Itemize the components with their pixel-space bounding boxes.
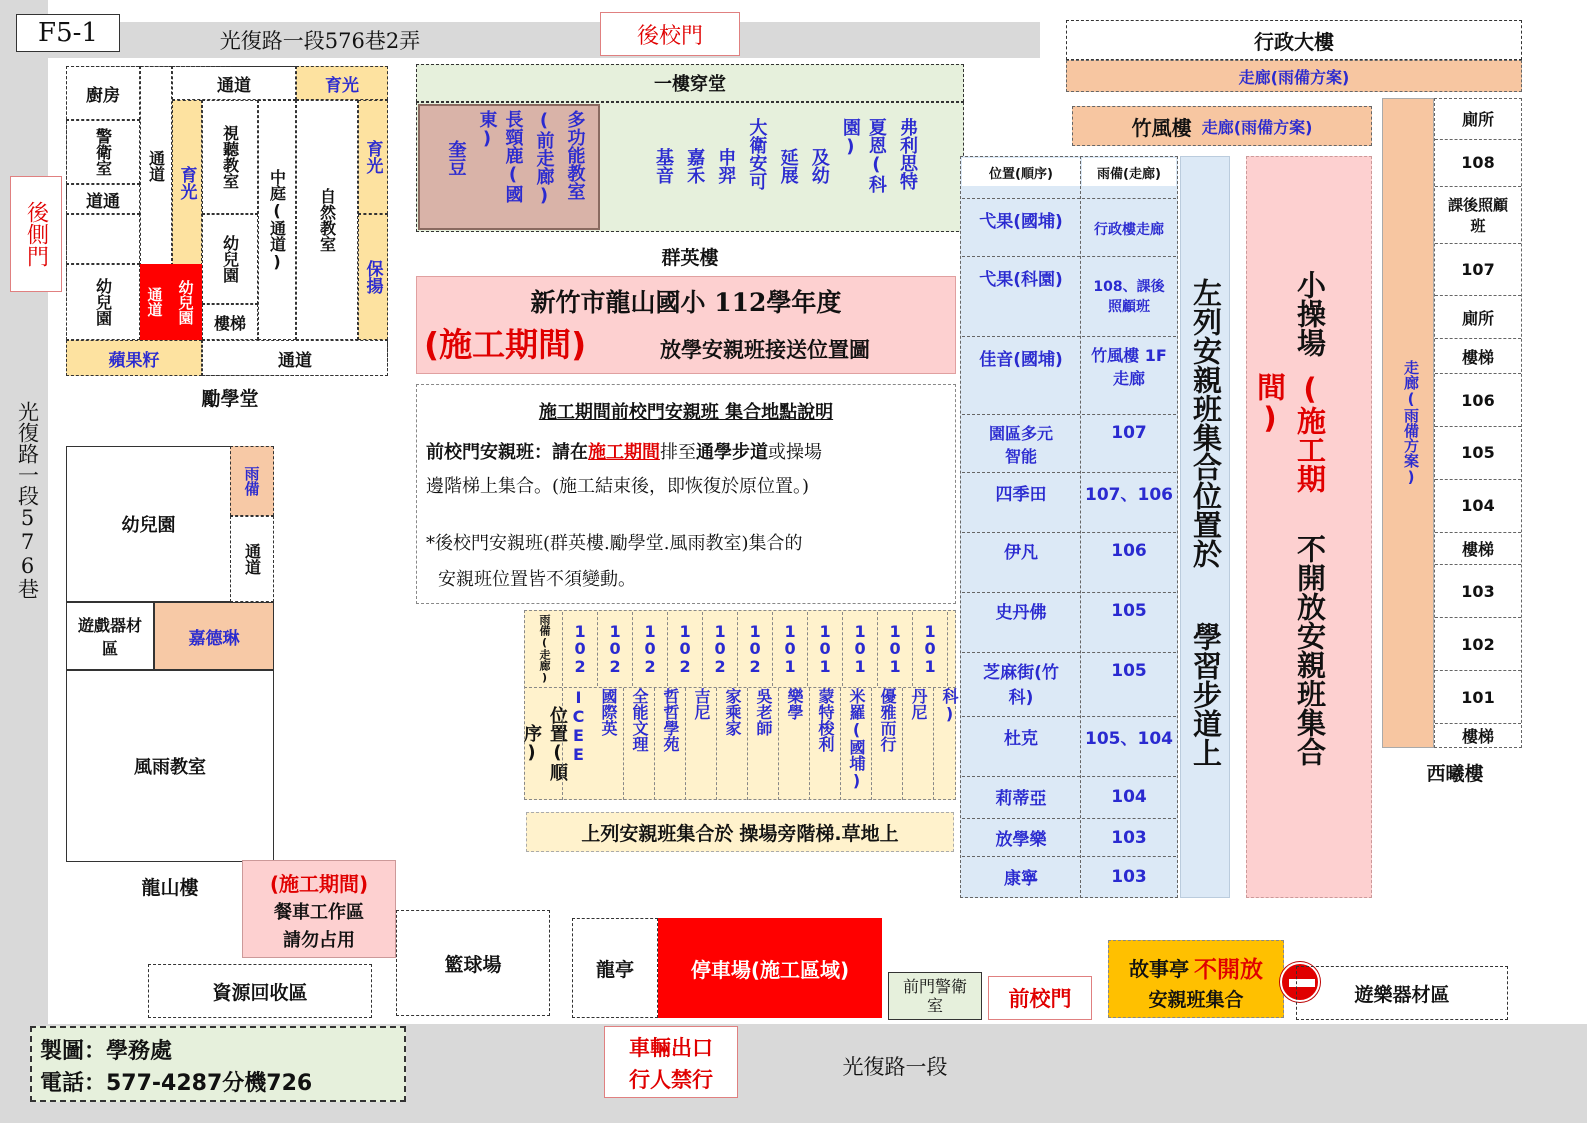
title-highlight: (施工期間): [424, 325, 587, 364]
hall-class: 基音: [653, 148, 674, 184]
learning-path-note-a: 左列安親班集合位置於: [1189, 278, 1223, 568]
story-line2: 安親班集合: [1148, 988, 1244, 1011]
notice-heading: 施工期間前校門安親班 集合地點說明: [538, 402, 834, 423]
recycling-area: 資源回收區: [148, 964, 372, 1018]
yuguang-left: 育光: [172, 100, 202, 266]
xixi-room: 107: [1435, 244, 1521, 297]
jiadelin: 嘉德琳: [154, 602, 274, 670]
xixi-rooms: [1434, 98, 1522, 748]
xixi-room: 105: [1435, 427, 1521, 480]
xixi-room: 103: [1435, 565, 1521, 618]
red-kinder: 幼兒園: [170, 264, 202, 340]
parking-lot: 停車場(施工區域): [658, 918, 882, 1018]
blank-cell: [66, 214, 140, 264]
credits-maker: 製圖：學務處: [40, 1039, 173, 1064]
right-row-rain: 竹風樓 1F 走廊: [1082, 336, 1176, 394]
right-row-name: 弋果(國埔): [962, 198, 1080, 240]
right-row-rain: 104: [1082, 776, 1176, 816]
science-room: 自然教室: [296, 100, 358, 340]
story-a: 故事亭: [1128, 956, 1189, 981]
story-line1: [1110, 952, 1282, 982]
bottom-rain-header: 雨備(走廊): [538, 614, 551, 684]
right-row-rain: 108、課後照顧班: [1082, 256, 1176, 334]
room-cell: 101: [772, 612, 807, 686]
yuguang-right: 育光: [358, 100, 388, 214]
right-row-name: 伊凡: [962, 532, 1080, 568]
right-row-name: 佳音(國埔): [962, 336, 1080, 378]
passage-v: 通道: [140, 66, 172, 266]
notice-p1-highlight: 施工期間: [588, 442, 660, 463]
room-cell: 101: [877, 612, 912, 686]
story-b: 不開放: [1194, 956, 1264, 983]
xixi-room: 樓梯: [1461, 726, 1494, 746]
guard-room-front: 前門警衛室: [888, 972, 982, 1020]
xixi-room: 樓梯: [1435, 533, 1521, 566]
class-cell: 哲哲學苑: [654, 688, 685, 800]
wind-rain-room: 風雨教室: [66, 670, 274, 862]
class-cell: 科): [933, 688, 994, 800]
kitchen: 廚房: [66, 66, 140, 120]
zhufeng-building: [1072, 106, 1372, 146]
xixi-room: 課後照顧班: [1435, 187, 1521, 244]
class-cell: 吉尼: [685, 688, 716, 800]
right-row-name: 杜克: [962, 716, 1080, 756]
notice-p1-line2: 邊階梯上集合。(施工結束後，即恢復於原位置。): [426, 476, 810, 497]
road-left-label: 光復路一段576巷: [15, 401, 40, 599]
road-bottom-label: 光復路一段: [842, 1055, 948, 1079]
zhufeng-corridor: 走廊(雨備方案): [1201, 117, 1313, 137]
play-equipment: 遊戲器材區: [66, 602, 154, 670]
youeryuan-mid: 幼兒園: [202, 214, 258, 304]
playground-c: 不開放安親班集合: [1293, 534, 1327, 766]
class-cell: 家乘家: [716, 688, 747, 800]
xixi-room: 樓梯: [1435, 339, 1521, 374]
kinder-lower: 幼兒園: [66, 446, 230, 602]
room-cell: 102: [702, 612, 737, 686]
hall-class: 多功能教室: [564, 110, 586, 200]
hall-class: 及幼: [808, 148, 830, 184]
stairs: 樓梯: [202, 304, 258, 340]
xixi-room: 104: [1435, 480, 1521, 533]
right-row-rain: 107、106: [1082, 472, 1176, 512]
room-cell: 101: [807, 612, 842, 686]
class-cell: 米羅(國埔): [840, 688, 871, 800]
hall-class: 長頸鹿(國東): [476, 110, 524, 203]
class-cell: 樂學: [778, 688, 809, 800]
notice-p1-c: 或操場: [768, 442, 822, 463]
admin-corridor: 走廊(雨備方案): [1066, 60, 1522, 92]
rain-cell: 雨備: [230, 446, 274, 516]
right-rows: [960, 198, 1178, 898]
right-col1-header: 位置(順序): [962, 158, 1080, 186]
class-cell: 全能文理: [623, 688, 654, 800]
hall-class: 延展: [777, 148, 799, 184]
room-cell: 102: [632, 612, 667, 686]
xixi-room: 廁所: [1435, 296, 1521, 339]
bottom-rooms: [562, 612, 956, 686]
right-row-rain: 103: [1082, 818, 1176, 856]
side-back-gate: 後側門: [10, 176, 62, 292]
right-row-rain: 105、104: [1082, 716, 1176, 756]
class-cell: 國際英ICEE: [562, 688, 623, 800]
xixi-label: 西曦樓: [1426, 762, 1484, 785]
av-room: 視聽教室: [202, 100, 258, 214]
no-pedestrians-label: 行人禁行: [629, 1068, 713, 1092]
admin-building: 行政大樓: [1066, 20, 1522, 60]
class-cell: 蒙特梭利: [809, 688, 840, 800]
hall-left-group: [440, 110, 590, 228]
basketball-court: 籃球場: [396, 910, 550, 1016]
right-row-rain: 106: [1082, 532, 1176, 568]
first-floor-hall: 一樓穿堂: [416, 64, 964, 102]
vehicle-exit-label: 車輛出口: [629, 1036, 713, 1060]
xixi-room: 廁所: [1435, 99, 1521, 140]
right-row-name: 放學樂: [962, 818, 1080, 856]
right-row-rain: 行政樓走廊: [1082, 198, 1176, 258]
qunying-label: 群英樓: [661, 246, 719, 269]
title-line1: 新竹市龍山國小 112學年度: [530, 288, 842, 317]
zhufeng-name: 竹風樓: [1131, 115, 1192, 140]
meal-no-occupy: 請勿占用: [283, 930, 355, 951]
class-cell: 吳老師: [747, 688, 778, 800]
right-row-name: 史丹佛: [962, 592, 1080, 628]
class-cell: 優雅而行: [871, 688, 902, 800]
room-cell: 102: [667, 612, 702, 686]
room-cell: 101: [842, 612, 877, 686]
front-gate: 前校門: [988, 976, 1092, 1020]
right-row-name: 園區多元智能: [962, 414, 1080, 472]
hall-class: 大衛安可: [746, 118, 768, 190]
right-row-name: 康寧: [962, 856, 1080, 896]
red-passage: 通道: [140, 264, 170, 340]
passage-lower: 通道: [230, 516, 274, 602]
credits-phone: 電話：577-4287分機726: [40, 1071, 313, 1096]
right-row-name: 芝麻街(竹科): [962, 652, 1080, 712]
playground-a: 小操場: [1293, 270, 1327, 357]
xixi-room: 108: [1435, 140, 1521, 187]
notice-p2: [426, 526, 954, 598]
meal-construction: (施工期間): [269, 871, 369, 896]
kinder-a: 幼兒園: [66, 264, 140, 340]
notice-p1-a: 前校門安親班：請在: [426, 442, 588, 463]
notice-p1-bold: 通學步道: [696, 442, 768, 463]
class-cell: 丹尼: [902, 688, 933, 800]
right-col2-header: 雨備(走廊): [1082, 158, 1176, 186]
passage-bottom: 通道: [202, 340, 388, 376]
hall-class: 弗利思特: [896, 118, 918, 190]
playground-b: (施工期間): [1253, 372, 1327, 493]
hall-class: 奎豆: [445, 140, 467, 176]
xixi-room: 106: [1435, 374, 1521, 427]
play-equipment-right: 遊樂器材區: [1296, 966, 1508, 1020]
note-a: 上列安親班集合於: [581, 822, 734, 845]
learning-path-note-b: 學習步道上: [1189, 622, 1223, 767]
back-gate: 後校門: [600, 12, 740, 56]
room-cell: 102: [737, 612, 772, 686]
note-b: 操場旁階梯.草地上: [739, 822, 899, 845]
notice-p1-b: 排至: [660, 442, 696, 463]
right-row-rain: 103: [1082, 856, 1176, 896]
passage-top: 通道: [172, 66, 296, 100]
guard-room: 警衛室: [66, 120, 140, 184]
bottom-pos-header: 位置(順序): [521, 705, 568, 781]
map-code: F5-1: [16, 14, 120, 52]
road-top: [0, 22, 1040, 58]
lixuetang-label: 勵學堂: [201, 387, 259, 410]
hall-class: 嘉禾: [684, 148, 706, 184]
vertical-corridor-label: 走廊(雨備方案): [1402, 360, 1420, 486]
notice-p2-line2: 安親班位置皆不須變動。: [438, 569, 636, 590]
passage-h: 道通: [66, 184, 140, 214]
right-row-rain: 105: [1082, 652, 1176, 688]
xixi-room: 102: [1435, 618, 1521, 671]
meal-work-area: 餐車工作區: [274, 902, 364, 923]
bottom-table-note: [526, 812, 954, 852]
title-line2: 放學安親班接送位置圖: [660, 337, 870, 362]
right-row-name: 莉蒂亞: [962, 776, 1080, 816]
right-row-name: 弋果(科園): [962, 256, 1080, 298]
yuguang-top: 育光: [296, 66, 388, 100]
notice-p1: [426, 436, 954, 504]
longshan-label: 龍山樓: [141, 876, 199, 899]
notice-p2-line1: *後校門安親班(群英樓.勵學堂.風雨教室)集合的: [426, 533, 803, 554]
baoyang: 保揚: [358, 214, 388, 340]
hall-class: 申羿: [715, 148, 737, 184]
apple-seed: 蘋果籽: [66, 340, 202, 376]
right-row-rain: 107: [1082, 414, 1176, 450]
bottom-classes: [562, 688, 959, 800]
right-row-rain: 105: [1082, 592, 1176, 628]
road-top-label: 光復路一段576巷2弄: [219, 29, 421, 53]
pavilion: 龍亭: [572, 918, 658, 1018]
room-cell: 102: [597, 612, 632, 686]
room-cell: 102: [562, 612, 597, 686]
right-row-name: 四季田: [962, 472, 1080, 512]
courtyard: 中庭(通道): [258, 100, 296, 340]
hall-right-group: [650, 118, 920, 228]
room-cell: 101: [912, 612, 947, 686]
hall-class: 夏恩(科園): [839, 118, 887, 193]
hall-class: (前走廊): [533, 110, 555, 206]
xixi-room: 101: [1435, 671, 1521, 724]
